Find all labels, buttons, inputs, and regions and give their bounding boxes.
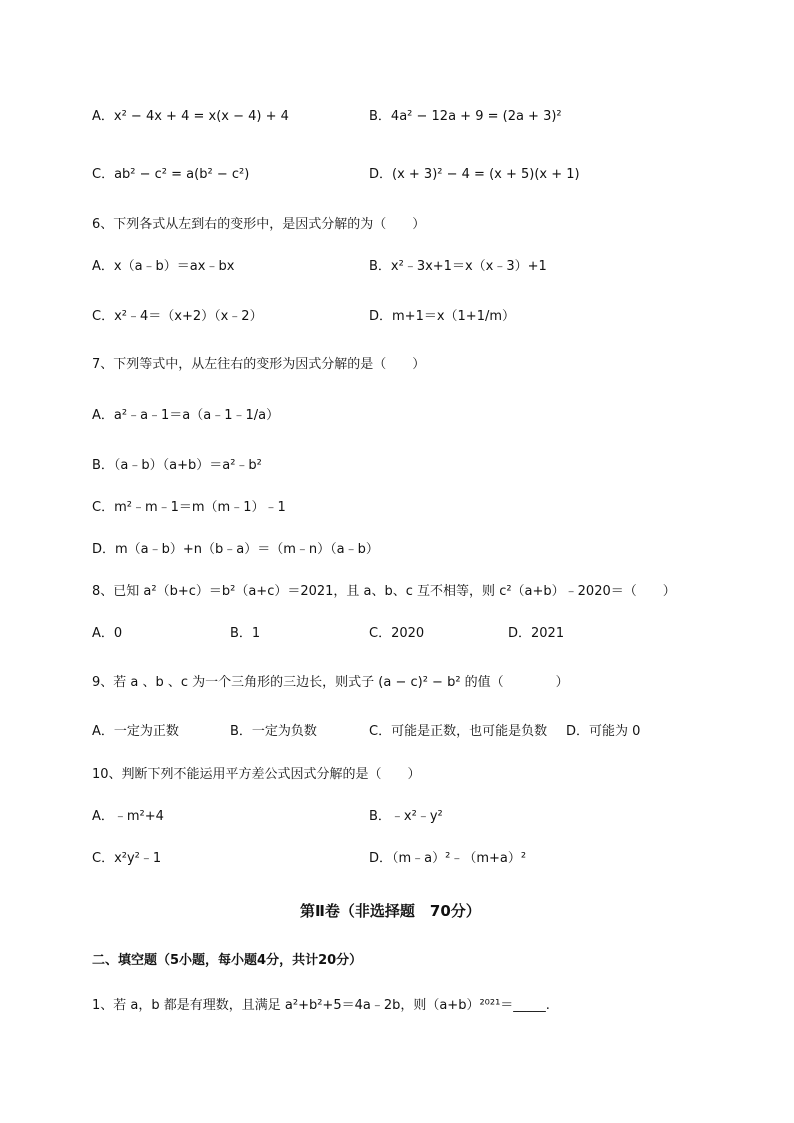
q9-option-a: A．一定为正数 [92, 724, 179, 739]
section-2-title: 二、填空题（5小题，每小题4分，共计20分） [92, 953, 363, 968]
q9-option-d: D．可能为 0 [566, 724, 641, 739]
q8-option-d: D．2021 [508, 626, 565, 641]
q10-option-b: B．﹣x²﹣y² [369, 809, 443, 824]
q5-option-c: C．ab² − c² = a(b² − c²) [92, 167, 250, 182]
q6-option-b: B．x²﹣3x+1＝x（x﹣3）+1 [369, 259, 547, 274]
q9-stem: 9、若 a 、b 、c 为一个三角形的三边长，则式子 (a − c)² − b² 的值（ ） [92, 675, 569, 690]
q10-option-d: D．（m﹣a）²﹣（m+a）² [369, 851, 527, 866]
q6-option-a: A．x（a﹣b）＝ax﹣bx [92, 259, 235, 274]
q7-stem: 7、下列等式中，从左往右的变形为因式分解的是（ ） [92, 357, 426, 372]
q8-option-c: C．2020 [369, 626, 425, 641]
q10-option-c: C．x²y²﹣1 [92, 851, 162, 866]
q5-option-b: B．4a² − 12a + 9 = (2a + 3)² [369, 109, 562, 124]
q7-option-c: C．m²﹣m﹣1＝m（m﹣1）﹣1 [92, 500, 286, 515]
q5-option-d: D．(x + 3)² − 4 = (x + 5)(x + 1) [369, 167, 580, 182]
q7-option-b: B．（a﹣b）（a+b）＝a²﹣b² [92, 458, 262, 473]
q6-option-c: C．x²﹣4＝（x+2）（x﹣2） [92, 309, 263, 324]
q7-option-d: D．m（a﹣b）+n（b﹣a）＝（m﹣n）（a﹣b） [92, 542, 379, 557]
fill-question-1: 1、若 a，b 都是有理数，且满足 a²+b²+5＝4a﹣2b，则（a+b）²⁰²¹＝_____. [92, 998, 550, 1013]
q9-option-c: C．可能是正数，也可能是负数 [369, 724, 548, 739]
q10-option-a: A．﹣m²+4 [92, 809, 164, 824]
q6-option-d: D．m+1＝x（1+1/m） [369, 309, 516, 324]
q9-option-b: B．一定为负数 [230, 724, 317, 739]
q8-option-b: B．1 [230, 626, 261, 641]
q7-option-a: A．a²﹣a﹣1＝a（a﹣1﹣1/a） [92, 408, 280, 423]
part-2-title: 第Ⅱ卷（非选择题 70分） [300, 902, 481, 920]
q8-option-a: A．0 [92, 626, 123, 641]
q10-stem: 10、判断下列不能运用平方差公式因式分解的是（ ） [92, 767, 421, 782]
q8-stem: 8、已知 a²（b+c）＝b²（a+c）＝2021，且 a、b、c 互不相等，则 c²（a+b）﹣2020＝（ ） [92, 584, 676, 599]
q6-stem: 6、下列各式从左到右的变形中，是因式分解的为（ ） [92, 217, 426, 232]
q5-option-a: A．x² − 4x + 4 = x(x − 4) + 4 [92, 109, 289, 124]
